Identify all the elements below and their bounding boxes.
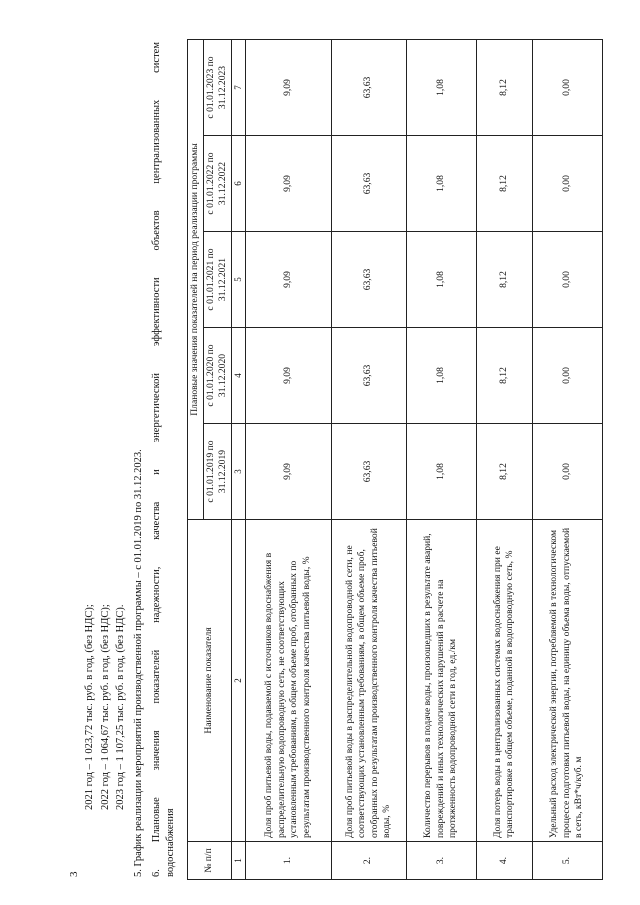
page-number: 3: [68, 871, 80, 877]
header-period: с 01.01.2022 по 31.12.2022: [203, 136, 231, 232]
indicator-value: 8,12: [476, 136, 532, 232]
column-index: 3: [231, 424, 245, 520]
indicator-value: 1,08: [406, 328, 476, 424]
header-period: с 01.01.2023 по 31.12.2023: [203, 39, 231, 135]
header-num: № п/п: [188, 842, 232, 880]
section-6-word: значения: [151, 730, 162, 771]
indicator-value: 0,00: [532, 424, 602, 520]
indicator-value: 8,12: [476, 424, 532, 520]
section-6-heading: [150, 42, 178, 877]
column-index: 5: [231, 232, 245, 328]
header-row-1: [188, 39, 204, 879]
section-6-word: эффективности: [151, 277, 162, 347]
indicator-name: Удельный расход электрической энергии, потребляемой в технологическом процессе подготовки питьевой воды, на единицу объема воды, отпускаемой в сеть, кВт*ч/куб. м: [532, 520, 602, 842]
indicator-value: 9,09: [245, 39, 331, 135]
column-index-row: [231, 39, 245, 879]
section-6-line-2: водоснабжения: [165, 808, 176, 877]
table-row: [331, 39, 406, 879]
indicator-value: 9,09: [245, 328, 331, 424]
indicator-value: 9,09: [245, 232, 331, 328]
row-number: 3.: [406, 842, 476, 880]
header-plan-group: Плановые значения показателей на период реализации программы: [188, 39, 204, 519]
indicator-value: 63,63: [331, 39, 406, 135]
header-period: с 01.01.2020 по 31.12.2020: [203, 328, 231, 424]
indicator-name: Доля проб питьевой воды, подаваемой с источников водоснабжения в распределительную водопроводную сеть, не соответствующих установленным требованиям, в общем объеме проб, отобранных по результатам производственного контроля качества питьевой воды, %: [245, 520, 331, 842]
indicator-value: 0,00: [532, 136, 602, 232]
column-index: 2: [231, 520, 245, 842]
header-name: Наименование показателя: [188, 520, 232, 842]
table-row: [476, 39, 532, 879]
section-6-word: энергетической: [151, 372, 162, 443]
section-6-word: систем: [151, 42, 162, 73]
section-6-word: показателей: [151, 649, 162, 704]
indicator-value: 0,00: [532, 328, 602, 424]
indicator-value: 63,63: [331, 424, 406, 520]
cost-line-2022: 2022 год – 1 064,67 тыс. руб. в год, (без НДС);: [99, 604, 111, 810]
indicator-name: Доля потерь воды в централизованных системах водоснабжения при ее транспортировке в общем объеме, поданной в водопроводную сеть, %: [476, 520, 532, 842]
indicator-value: 8,12: [476, 39, 532, 135]
cost-line-2023: 2023 год – 1 107,25 тыс. руб. в год, (без НДС).: [115, 604, 126, 810]
header-period: с 01.01.2019 по 31.12.2019: [203, 424, 231, 520]
column-index: 4: [231, 328, 245, 424]
section-6-word: централизованных: [151, 99, 162, 184]
section-6-word: качества: [151, 501, 162, 540]
indicator-value: 8,12: [476, 232, 532, 328]
section-5-heading: 5. График реализации мероприятий производственной программы – с 01.01.2019 по 31.12.2023.: [133, 449, 144, 877]
row-number: 1.: [245, 842, 331, 880]
indicators-table: [187, 39, 603, 880]
section-6-word: Плановые: [151, 797, 162, 843]
indicator-value: 1,08: [406, 232, 476, 328]
indicator-value: 63,63: [331, 136, 406, 232]
cost-list: [82, 604, 129, 810]
row-number: 4.: [476, 842, 532, 880]
header-period: с 01.01.2021 по 31.12.2021: [203, 232, 231, 328]
section-6-word: 6.: [151, 869, 162, 877]
column-index: 6: [231, 136, 245, 232]
section-6-word: и: [151, 469, 162, 475]
indicator-name: Доля проб питьевой воды в распределительной водопроводной сети, не соответствующих установленным требованиям, в общем объеме проб, отобранных по результатам производственного контроля качества питьевой воды, %: [331, 520, 406, 842]
indicator-name: Количество перерывов в подаче воды, произошедших в результате аварий, повреждений и иных технологических нарушений в расчете на протяженность водопроводной сети в год, ед./км: [406, 520, 476, 842]
section-6-line-1: [150, 42, 164, 877]
table-row: [406, 39, 476, 879]
cost-line-2021: 2021 год – 1 023,72 тыс. руб. в год, (без НДС);: [84, 604, 95, 810]
indicator-value: 0,00: [532, 232, 602, 328]
indicator-value: 1,08: [406, 424, 476, 520]
table-row: [245, 39, 331, 879]
indicator-value: 1,08: [406, 39, 476, 135]
column-index: 1: [231, 842, 245, 880]
indicator-value: 0,00: [532, 39, 602, 135]
indicator-value: 1,08: [406, 136, 476, 232]
section-6-word: надежности,: [151, 566, 162, 623]
table-row: [532, 39, 602, 879]
indicator-value: 9,09: [245, 136, 331, 232]
indicator-value: 9,09: [245, 424, 331, 520]
row-number: 2.: [331, 842, 406, 880]
indicator-value: 63,63: [331, 232, 406, 328]
indicator-value: 8,12: [476, 328, 532, 424]
indicator-value: 63,63: [331, 328, 406, 424]
column-index: 7: [231, 39, 245, 135]
row-number: 5.: [532, 842, 602, 880]
section-6-word: объектов: [151, 210, 162, 251]
